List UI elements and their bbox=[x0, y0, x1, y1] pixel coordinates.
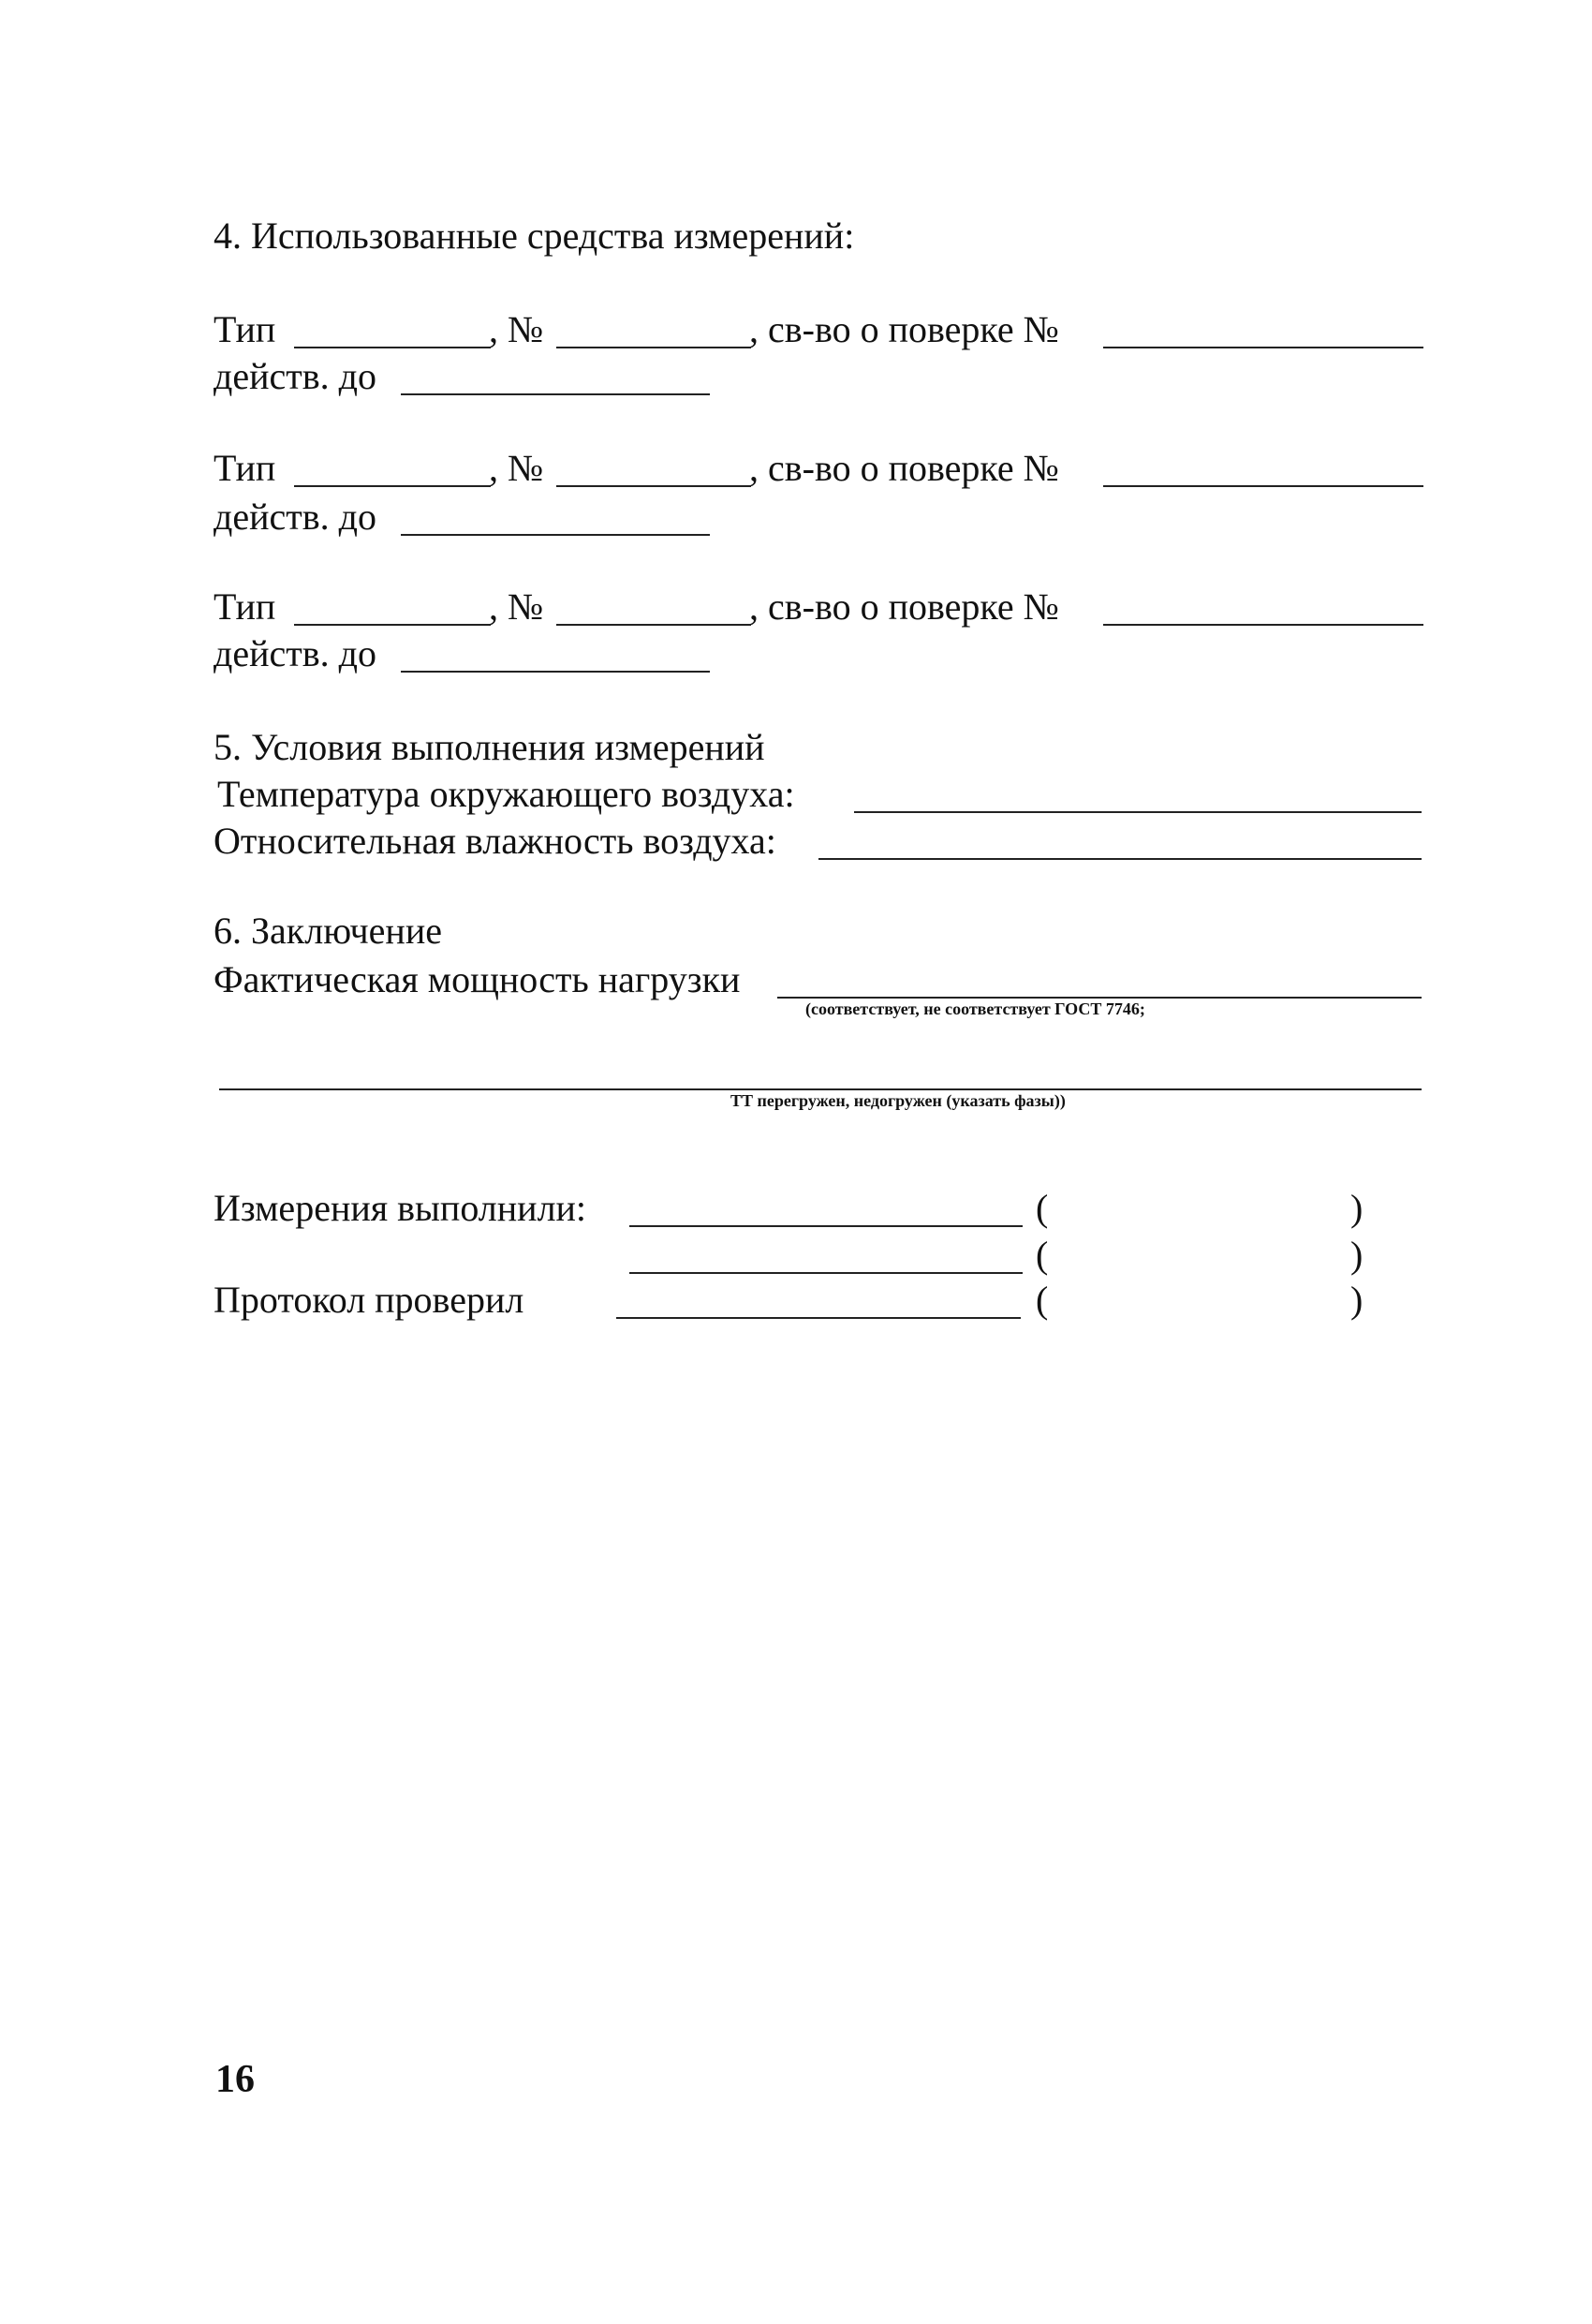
instrument-2-cert-field[interactable] bbox=[1103, 485, 1423, 487]
instrument-1-number-field[interactable] bbox=[556, 347, 751, 348]
instrument-2-number-label: , № bbox=[489, 447, 544, 489]
instrument-1-number-label: , № bbox=[489, 308, 544, 350]
instrument-1-cert-label: , св-во о поверке № bbox=[749, 308, 1059, 350]
temperature-field[interactable] bbox=[854, 811, 1422, 813]
section-6-heading: 6. Заключение bbox=[214, 910, 442, 952]
checked-by-label: Протокол проверил bbox=[214, 1279, 524, 1321]
instrument-1-cert-field[interactable] bbox=[1103, 347, 1423, 348]
ct-hint: ТТ перегружен, недогружен (указать фазы)) bbox=[730, 1091, 1066, 1110]
close-paren-1: ) bbox=[1350, 1187, 1364, 1229]
instrument-3-cert-field[interactable] bbox=[1103, 624, 1423, 626]
close-paren-3: ) bbox=[1350, 1279, 1364, 1321]
page-number: 16 bbox=[215, 2058, 255, 2101]
close-paren-2: ) bbox=[1350, 1234, 1364, 1276]
open-paren-2: ( bbox=[1036, 1234, 1049, 1276]
humidity-label: Относительная влажность воздуха: bbox=[214, 820, 776, 862]
instrument-3-cert-label: , св-во о поверке № bbox=[749, 585, 1059, 628]
signature-field-3[interactable] bbox=[616, 1317, 1021, 1319]
section-4-heading: 4. Использованные средства измерений: bbox=[214, 215, 855, 257]
instrument-3-number-field[interactable] bbox=[556, 624, 751, 626]
instrument-1-type-label: Тип bbox=[214, 308, 276, 350]
instrument-1-type-field[interactable] bbox=[294, 347, 491, 348]
instrument-1-valid-label: действ. до bbox=[214, 355, 376, 397]
instrument-2-cert-label: , св-во о поверке № bbox=[749, 447, 1059, 489]
instrument-2-valid-field[interactable] bbox=[401, 534, 710, 536]
instrument-2-type-field[interactable] bbox=[294, 485, 491, 487]
instrument-3-number-label: , № bbox=[489, 585, 544, 628]
instrument-2-valid-label: действ. до bbox=[214, 496, 376, 538]
humidity-field[interactable] bbox=[818, 858, 1422, 860]
instrument-2-type-label: Тип bbox=[214, 447, 276, 489]
signature-field-1[interactable] bbox=[629, 1225, 1023, 1227]
instrument-1-valid-field[interactable] bbox=[401, 393, 710, 395]
instrument-3-valid-label: действ. до bbox=[214, 632, 376, 674]
section-5-heading: 5. Условия выполнения измерений bbox=[214, 726, 765, 768]
instrument-3-type-field[interactable] bbox=[294, 624, 491, 626]
signature-field-2[interactable] bbox=[629, 1272, 1023, 1274]
instrument-2-number-field[interactable] bbox=[556, 485, 751, 487]
load-label: Фактическая мощность нагрузки bbox=[214, 958, 741, 1000]
instrument-3-valid-field[interactable] bbox=[401, 671, 710, 673]
performed-by-label: Измерения выполнили: bbox=[214, 1187, 587, 1229]
instrument-3-type-label: Тип bbox=[214, 585, 276, 628]
open-paren-3: ( bbox=[1036, 1279, 1049, 1321]
temperature-label: Температура окружающего воздуха: bbox=[217, 773, 795, 815]
open-paren-1: ( bbox=[1036, 1187, 1049, 1229]
load-hint: (соответствует, не соответствует ГОСТ 7746; bbox=[805, 999, 1145, 1018]
